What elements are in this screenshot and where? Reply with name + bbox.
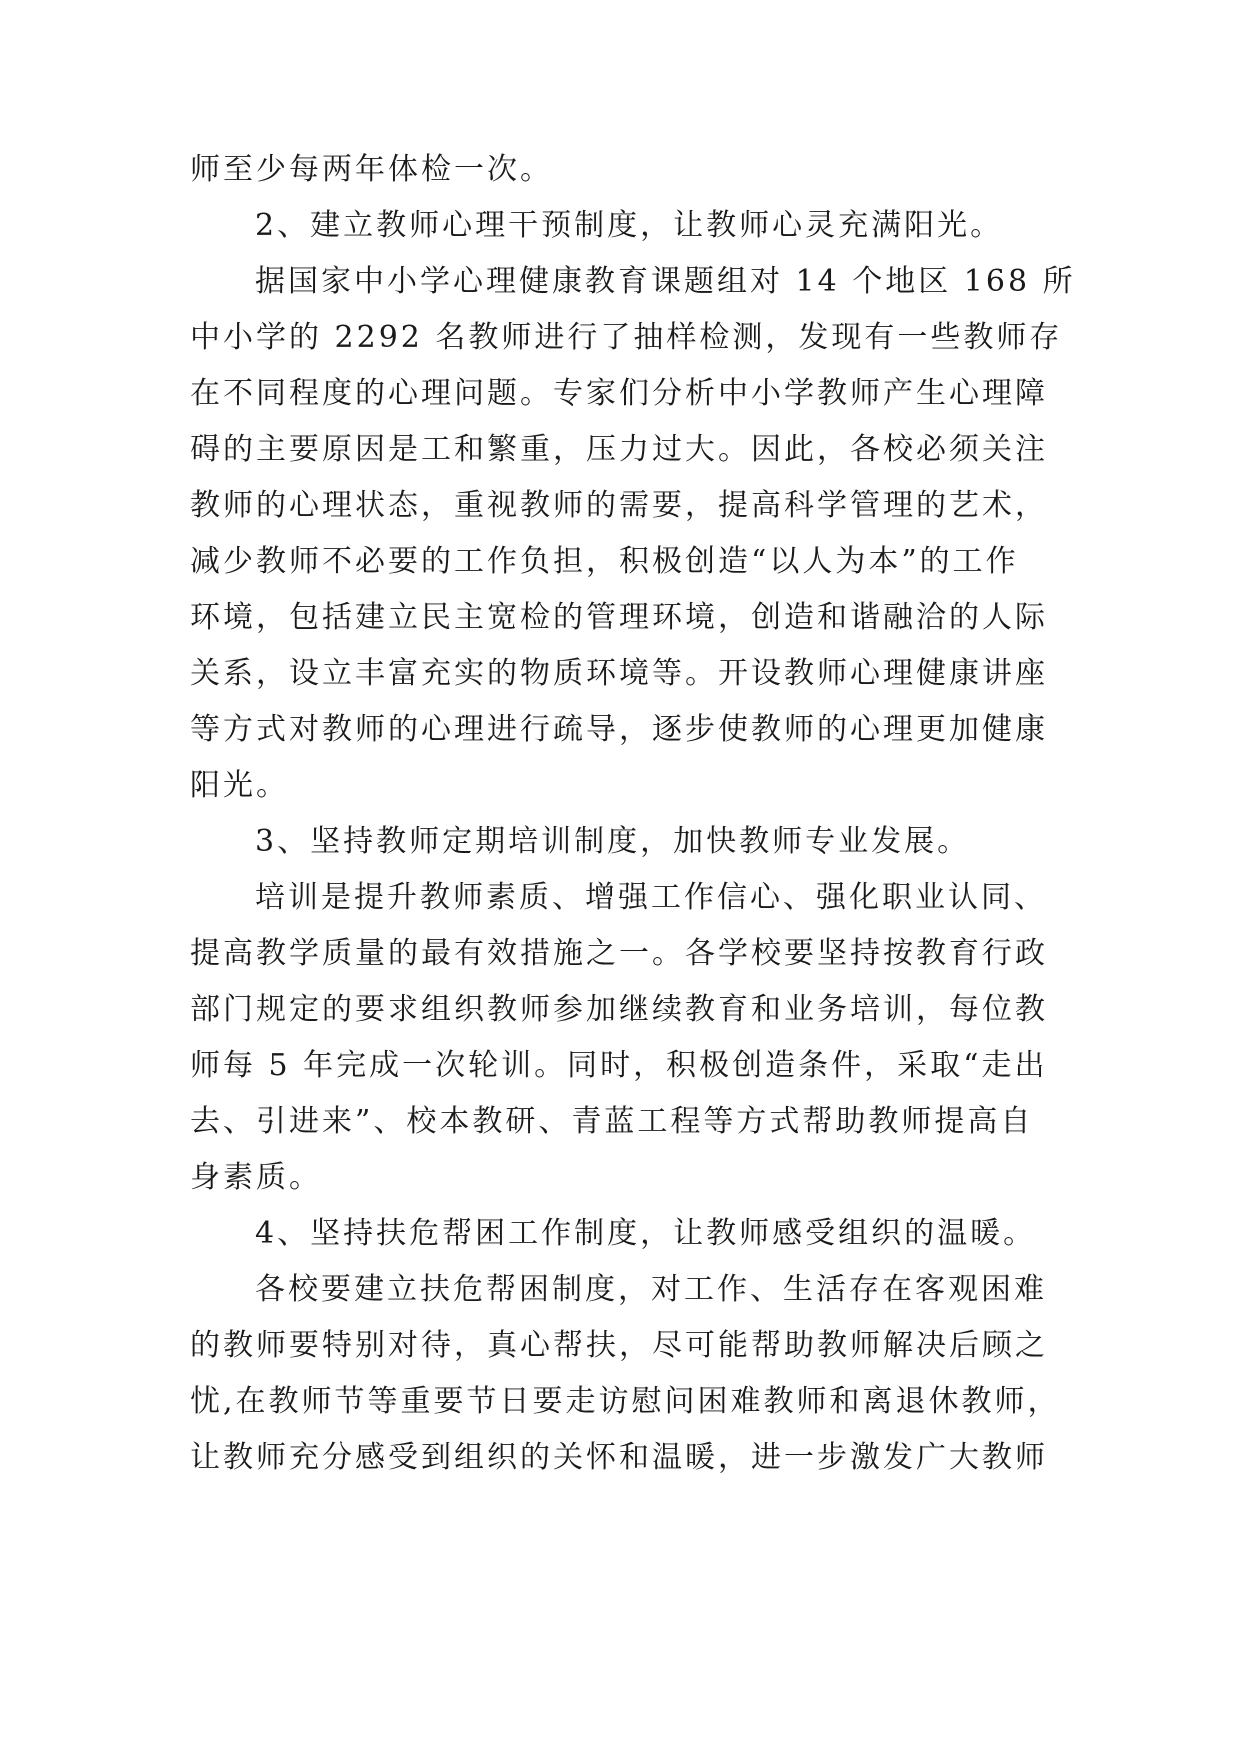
paragraph-first-line: 培训是提升教师素质、增强工作信心、强化职业认同、 bbox=[255, 880, 1047, 915]
body-text-line: 的教师要特别对待，真心帮扶，尽可能帮助教师解决后顾之 bbox=[190, 1328, 1048, 1363]
section-heading-4: 4、坚持扶危帮困工作制度，让教师感受组织的温暖。 bbox=[255, 1216, 1037, 1251]
body-text-line: 部门规定的要求组织教师参加继续教育和业务培训，每位教 bbox=[190, 992, 1048, 1027]
paragraph-first-line: 据国家中小学心理健康教育课题组对 14 个地区 168 所 bbox=[255, 264, 1076, 299]
body-text-line: 提高教学质量的最有效措施之一。各学校要坚持按教育行政 bbox=[190, 936, 1048, 971]
body-text-line: 让教师充分感受到组织的关怀和温暖，进一步激发广大教师 bbox=[190, 1440, 1048, 1475]
paragraph-first-line: 各校要建立扶危帮困制度，对工作、生活存在客观困难 bbox=[255, 1272, 1047, 1307]
body-text-line: 中小学的 2292 名教师进行了抽样检测，发现有一些教师存 bbox=[190, 320, 1063, 355]
body-text-line: 忧,在教师节等重要节日要走访慰问困难教师和离退休教师， bbox=[190, 1384, 1061, 1419]
body-text-line: 减少教师不必要的工作负担，积极创造“以人为本”的工作 bbox=[190, 544, 1019, 579]
body-text-line: 身素质。 bbox=[190, 1160, 322, 1195]
body-text-line: 教师的心理状态，重视教师的需要，提高科学管理的艺术， bbox=[190, 488, 1048, 523]
body-text-line: 师每 5 年完成一次轮训。同时，积极创造条件，采取“走出 bbox=[190, 1048, 1048, 1083]
body-text-line: 在不同程度的心理问题。专家们分析中小学教师产生心理障 bbox=[190, 376, 1048, 411]
section-heading-2: 2、建立教师心理干预制度，让教师心灵充满阳光。 bbox=[255, 208, 1004, 243]
body-text-line: 等方式对教师的心理进行疏导，逐步使教师的心理更加健康 bbox=[190, 712, 1048, 747]
body-text-line: 关系，设立丰富充实的物质环境等。开设教师心理健康讲座 bbox=[190, 656, 1048, 691]
section-heading-3: 3、坚持教师定期培训制度，加快教师专业发展。 bbox=[255, 824, 971, 859]
body-text-line: 阳光。 bbox=[190, 768, 289, 803]
body-text-line: 碍的主要原因是工和繁重，压力过大。因此，各校必须关注 bbox=[190, 432, 1048, 467]
body-text-line: 去、引进来”、校本教研、青蓝工程等方式帮助教师提高自 bbox=[190, 1104, 1034, 1139]
body-text-line: 环境，包括建立民主宽检的管理环境，创造和谐融洽的人际 bbox=[190, 600, 1048, 635]
body-text-line: 师至少每两年体检一次。 bbox=[190, 152, 553, 187]
